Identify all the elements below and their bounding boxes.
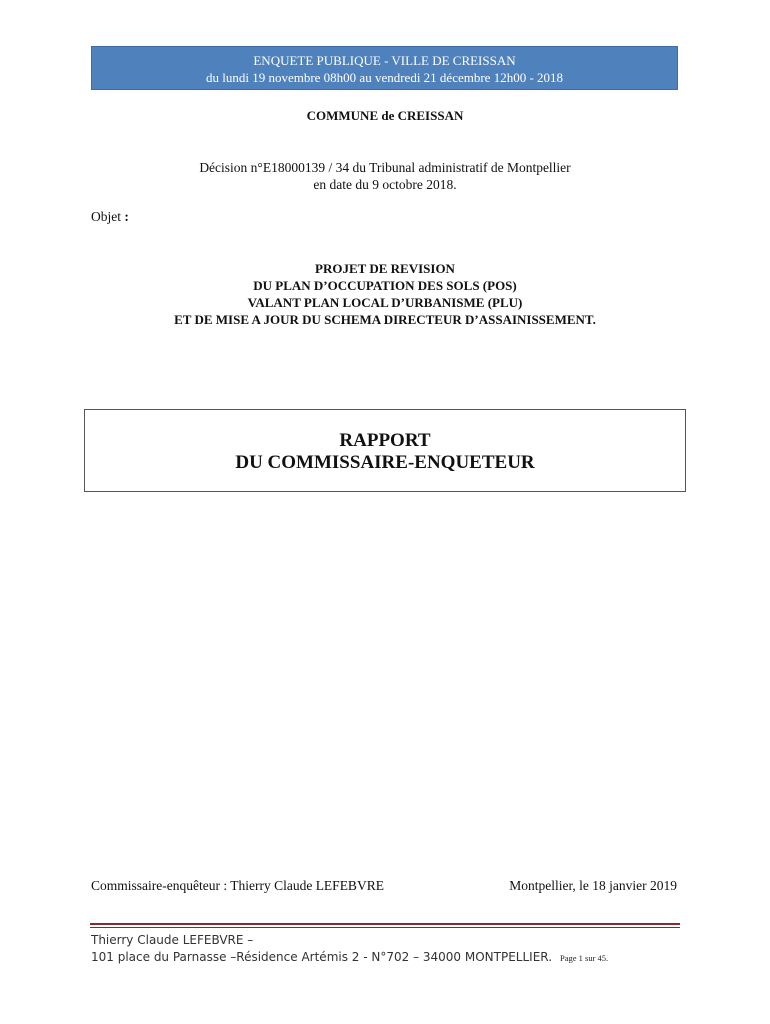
footer-rule-thick [90, 923, 680, 925]
commissaire-signature: Commissaire-enquêteur : Thierry Claude LEFEBVRE [91, 878, 384, 893]
rapport-title-box [84, 409, 686, 492]
objet-text: Objet [91, 209, 125, 224]
commune-heading: COMMUNE de CREISSAN [306, 108, 464, 123]
footer-address: 101 place du Parnasse –Résidence Artémis 2 - N°702 – 34000 MONTPELLIER. [91, 950, 553, 964]
footer-rule-thin [90, 927, 680, 928]
banner-dates: du lundi 19 novembre 08h00 au vendredi 21 décembre 12h00 - 2018 [205, 70, 564, 85]
footer-author: Thierry Claude LEFEBVRE – [91, 933, 254, 947]
projet-line-3: VALANT PLAN LOCAL D’URBANISME (PLU) [247, 295, 523, 310]
objet-colon: : [124, 209, 129, 224]
projet-line-4: ET DE MISE A JOUR DU SCHEMA DIRECTEUR D’ASSAINISSEMENT. [174, 312, 596, 327]
objet-label [91, 209, 129, 225]
projet-line-2: DU PLAN D’OCCUPATION DES SOLS (POS) [253, 278, 517, 293]
page-footer [91, 932, 681, 967]
page-number: Page 1 sur 45. [560, 953, 609, 963]
decision-line-2: en date du 9 octobre 2018. [313, 177, 457, 192]
rapport-line-1: RAPPORT [339, 430, 431, 451]
enquete-banner [91, 46, 678, 90]
footer-address-row [91, 949, 681, 967]
rapport-line-2: DU COMMISSAIRE-ENQUETEUR [235, 452, 535, 473]
projet-line-1: PROJET DE REVISION [315, 261, 455, 276]
banner-title: ENQUETE PUBLIQUE - VILLE DE CREISSAN [253, 53, 516, 68]
decision-line-1: Décision n°E18000139 / 34 du Tribunal administratif de Montpellier [199, 160, 571, 175]
place-date: Montpellier, le 18 janvier 2019 [509, 878, 677, 893]
decision-block [0, 159, 770, 193]
projet-title-block [0, 260, 770, 328]
